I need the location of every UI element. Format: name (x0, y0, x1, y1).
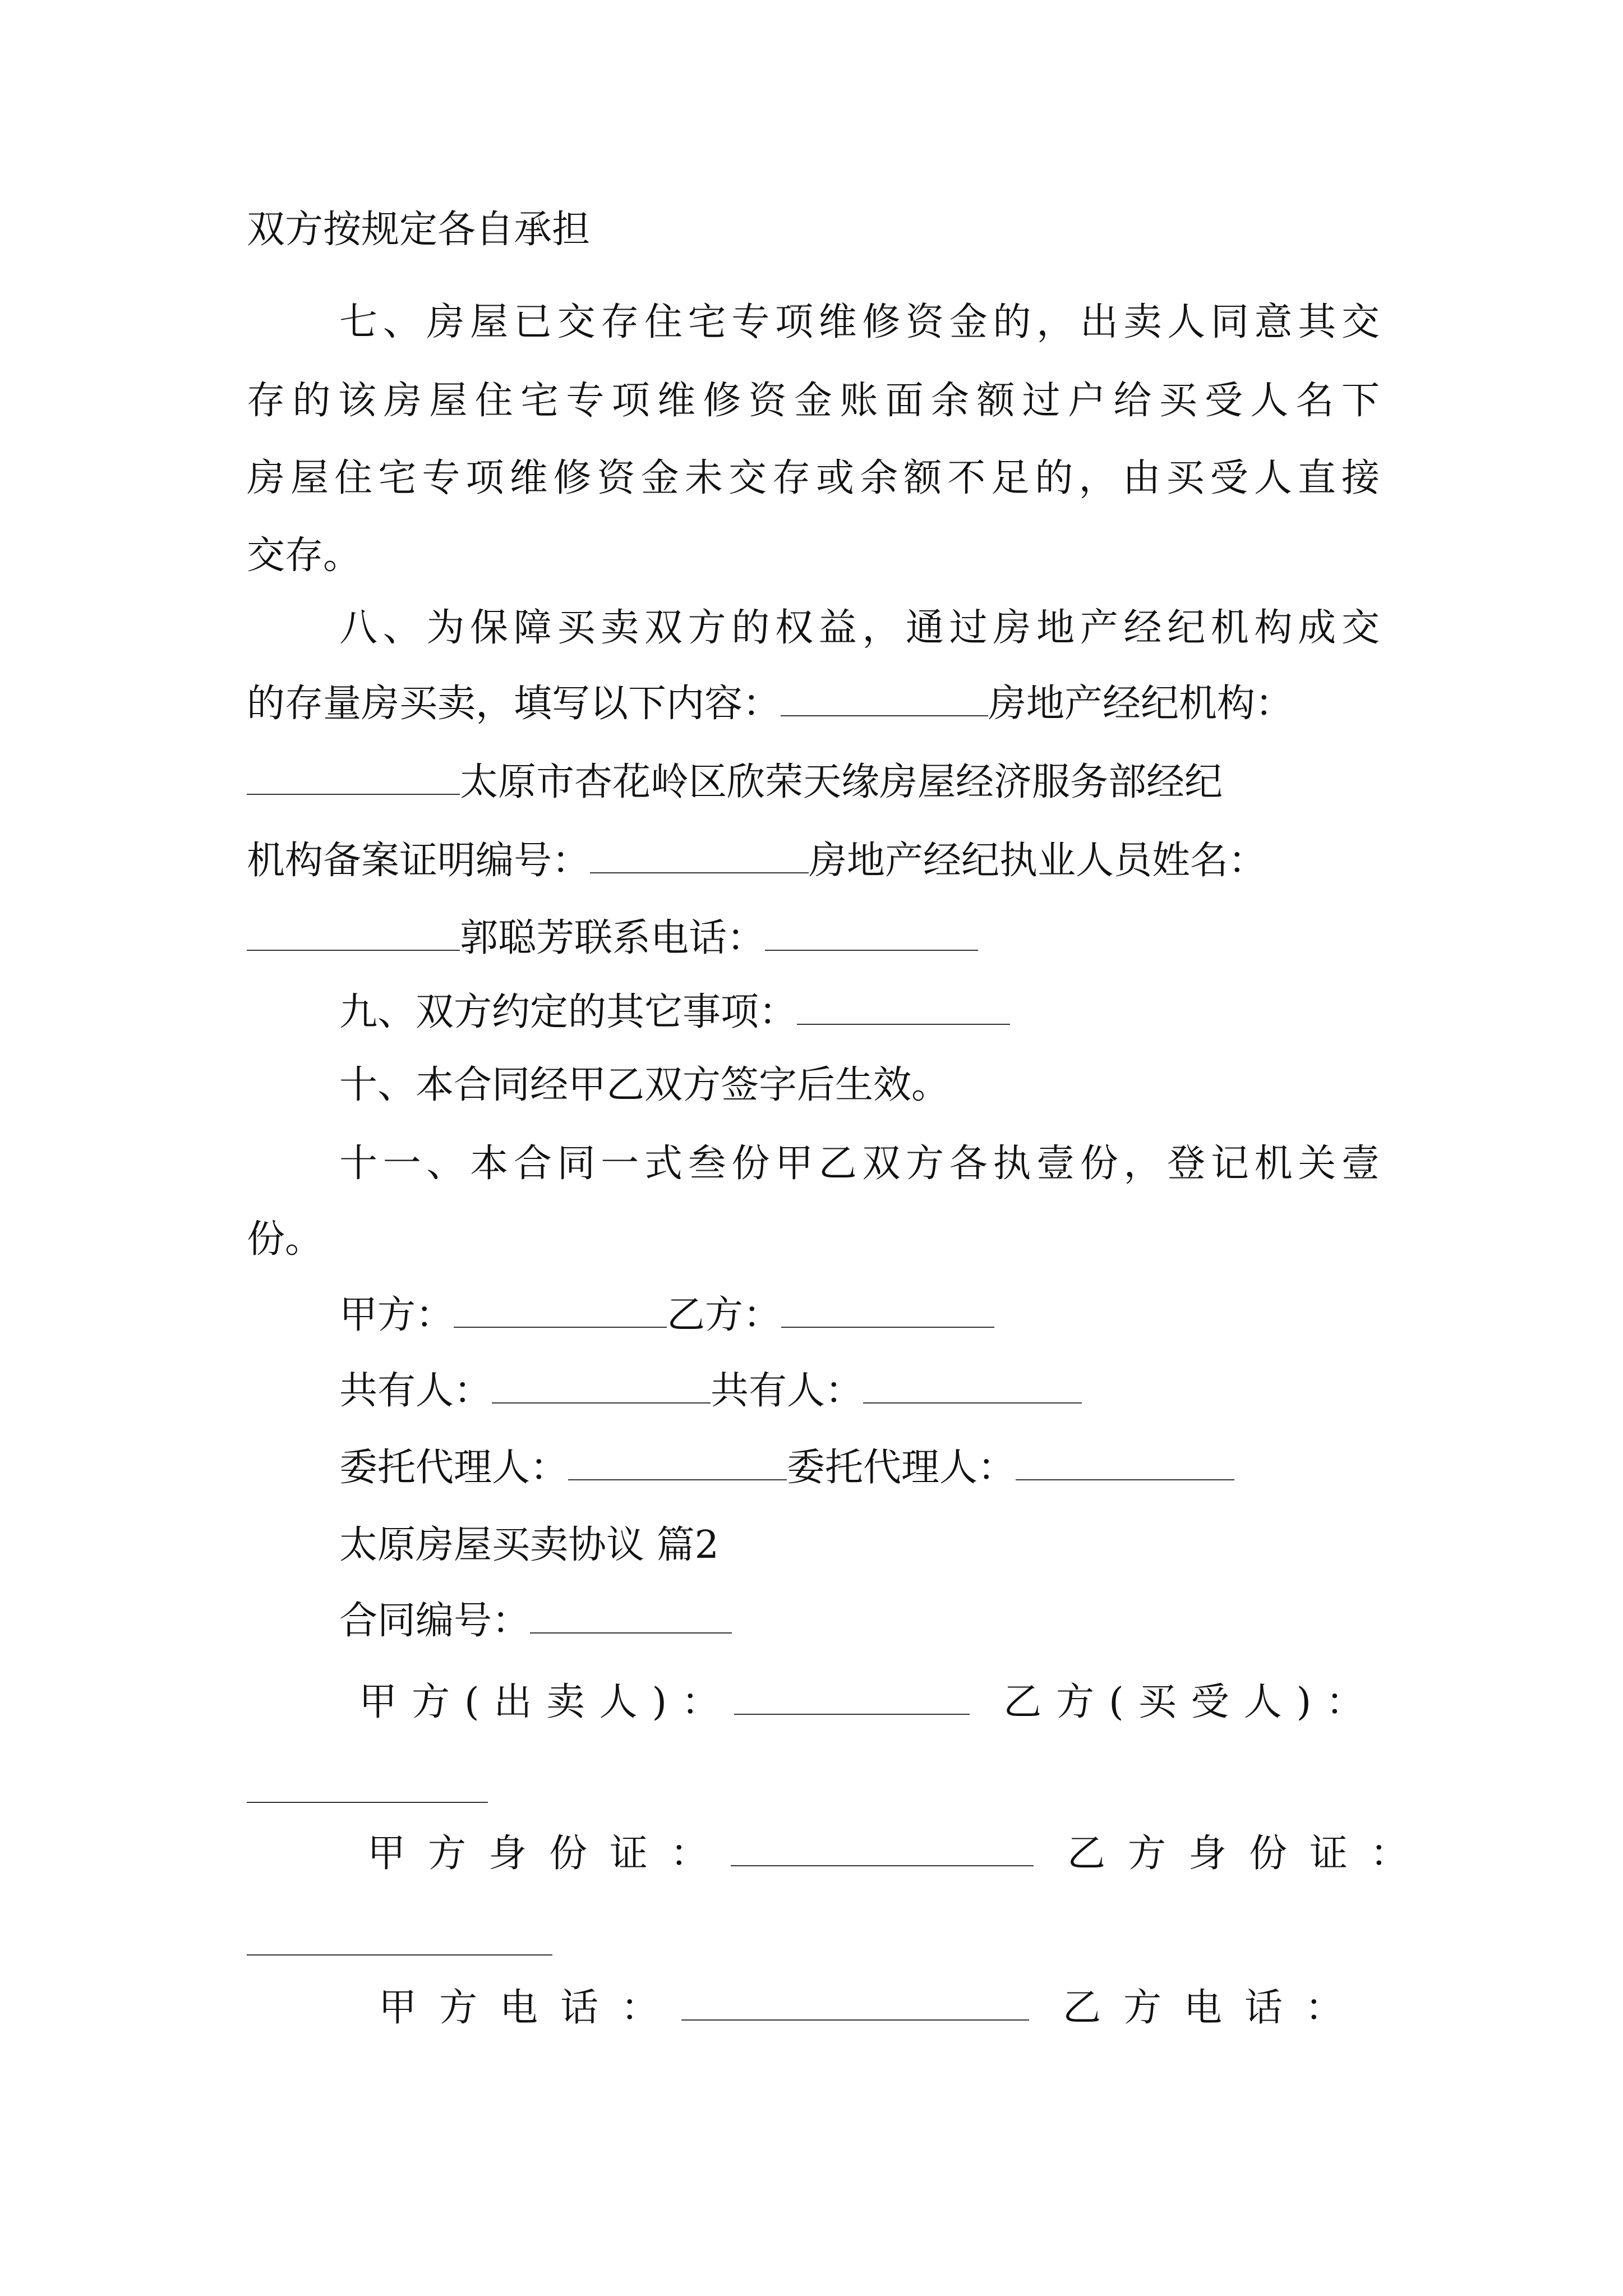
text-line: 十、本合同经甲乙双方签字后生效。 (339, 1063, 950, 1107)
seller-label: 甲方(出卖人)： (359, 1680, 735, 1724)
text-line: 九、双方约定的其它事项： (339, 990, 797, 1034)
party-a-blank[interactable] (454, 1293, 667, 1328)
agent-b-label: 委托代理人： (787, 1446, 1016, 1490)
paragraph-eight-line5 (247, 913, 978, 964)
co-owner-a-blank[interactable] (492, 1369, 711, 1404)
paragraph-seven-line4 (247, 531, 361, 581)
id-b-label: 乙方身份证： (1067, 1832, 1431, 1876)
text-line: 十一、本合同一式叁份甲乙双方各执壹份，登记机关壹 (339, 1142, 1380, 1186)
text-line: 的存量房买卖，填写以下内容： (247, 682, 781, 726)
text-line: 存的该房屋住宅专项维修资金账面余额过户给买受人名下 (247, 379, 1380, 423)
party-signature-line (339, 1290, 994, 1341)
text-line: 七、房屋已交存住宅专项维修资金的，出卖人同意其交 (339, 300, 1380, 344)
text-line: 份。 (247, 1217, 324, 1262)
section-title-text: 太原房屋买卖协议 篇2 (339, 1523, 719, 1567)
buyer-blank[interactable] (247, 1801, 488, 1803)
text-line: 房地产经纪执业人员姓名： (809, 839, 1267, 883)
phone-a-label: 甲方电话： (379, 1986, 682, 2030)
paragraph-eight-line3 (247, 757, 1223, 808)
buyer-label: 乙方(买受人)： (1003, 1680, 1379, 1724)
text-line: 八、为保障买卖双方的权益，通过房地产经纪机构成交 (339, 606, 1380, 650)
agent-a-label: 委托代理人： (339, 1446, 569, 1490)
co-owner-b-label: 共有人： (711, 1369, 864, 1413)
co-owner-line (339, 1366, 1082, 1416)
paragraph-nine (339, 987, 1010, 1038)
co-owner-b-blank[interactable] (863, 1369, 1082, 1404)
paragraph-ten (339, 1060, 949, 1111)
agent-line (339, 1443, 1234, 1493)
text-line: 双方按规定各自承担 (247, 208, 591, 252)
paragraph-line (247, 205, 590, 255)
paragraph-eight-line4 (247, 836, 1266, 886)
phone-a-blank[interactable] (681, 1986, 1029, 2021)
blank-field[interactable] (781, 682, 988, 716)
paragraph-seven-line2 (247, 376, 1380, 426)
id-a-label: 甲方身份证： (367, 1832, 731, 1876)
agent-b-blank[interactable] (1016, 1446, 1234, 1480)
paragraph-eleven-line2 (247, 1214, 323, 1265)
section-title (339, 1520, 719, 1571)
seller-buyer-line (359, 1677, 1378, 1728)
blank-field[interactable] (590, 839, 809, 873)
phone-line (379, 1983, 1366, 2033)
blank-field[interactable] (247, 760, 460, 795)
text-line: 房地产经纪机构： (988, 682, 1294, 726)
id-a-blank[interactable] (731, 1832, 1034, 1866)
id-b-blank[interactable] (247, 1953, 552, 1955)
blank-field[interactable] (797, 990, 1010, 1025)
phone-b-label: 乙方电话： (1063, 1986, 1366, 2030)
text-line: 房屋住宅专项维修资金未交存或余额不足的，由买受人直接 (247, 456, 1380, 500)
party-b-label: 乙方： (667, 1293, 782, 1337)
co-owner-a-label: 共有人： (339, 1369, 492, 1413)
agent-a-blank[interactable] (568, 1446, 787, 1480)
blank-field[interactable] (765, 916, 978, 951)
paragraph-seven-line3 (247, 453, 1380, 504)
text-line: 交存。 (247, 533, 362, 578)
blank-field[interactable] (247, 916, 460, 951)
party-b-blank[interactable] (781, 1293, 994, 1328)
id-line (367, 1829, 1431, 1879)
contract-number-line (339, 1596, 732, 1646)
paragraph-eight-line2 (247, 679, 1293, 729)
party-a-label: 甲方： (339, 1293, 454, 1337)
paragraph-eleven-line1 (339, 1139, 1380, 1189)
text-line: 郭聪芳联系电话： (460, 916, 766, 960)
text-line: 太原市杏花岭区欣荣天缘房屋经济服务部经纪 (460, 760, 1223, 804)
contract-number-blank[interactable] (530, 1599, 732, 1634)
paragraph-eight-line1 (339, 603, 1380, 654)
seller-blank[interactable] (734, 1680, 970, 1715)
contract-number-label: 合同编号： (339, 1599, 531, 1643)
paragraph-seven-line1 (339, 297, 1380, 348)
text-line: 机构备案证明编号： (247, 839, 591, 883)
